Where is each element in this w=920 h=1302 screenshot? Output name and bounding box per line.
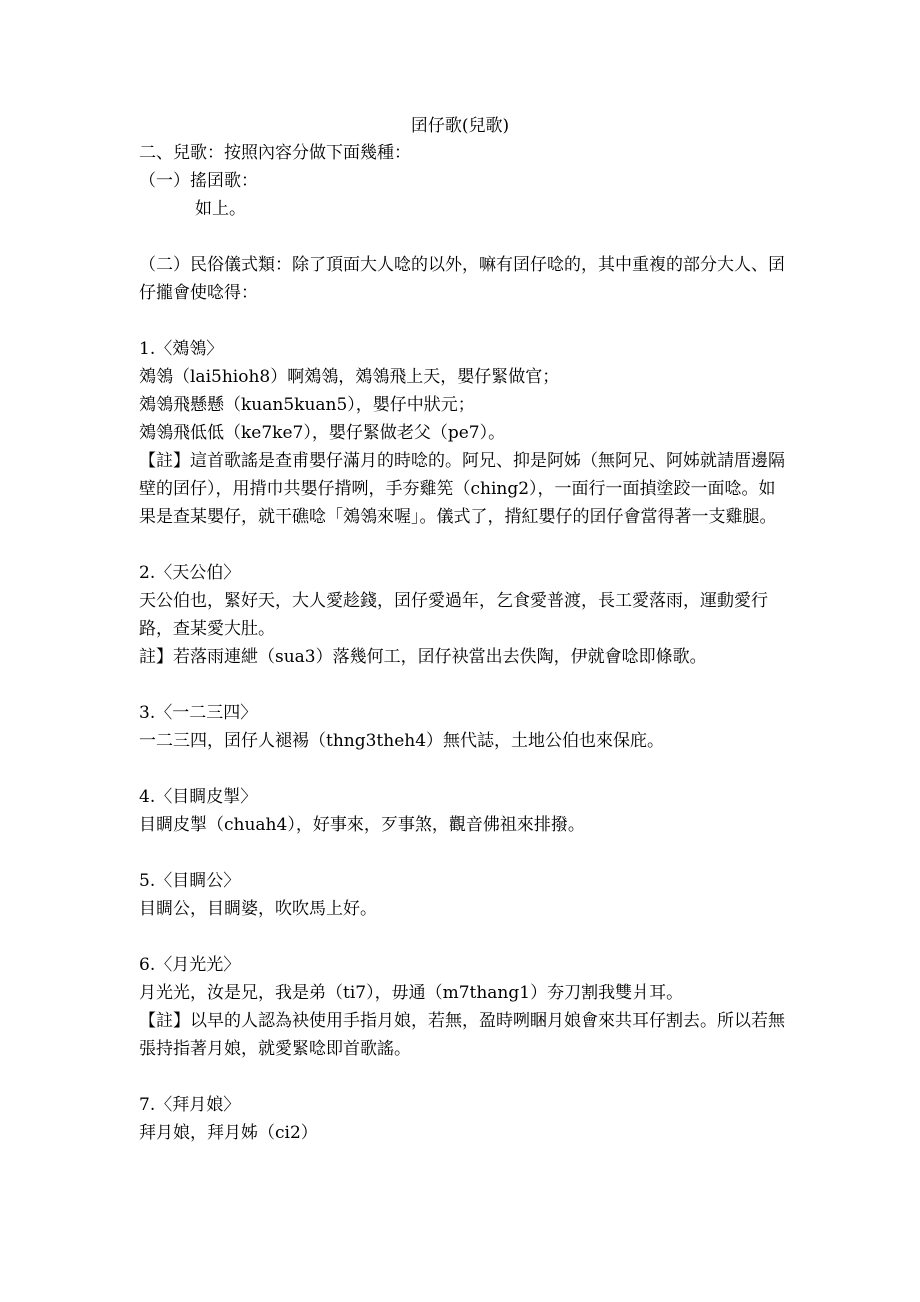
document-body	[139, 139, 785, 1147]
blank-line	[139, 223, 785, 251]
song-line: 月光光，汝是兄，我是弟（ti7），毋通（m7thang1）夯刀割我雙爿耳。	[139, 983, 684, 1003]
section-text: 如上。	[195, 199, 246, 219]
song-line: 目睭皮掣（chuah4），好事來，歹事煞，觀音佛祖來排撥。	[139, 815, 585, 835]
document-title: 囝仔歌(兒歌)	[410, 116, 510, 136]
song-line: 目睭公，目睭婆，吹吹馬上好。	[139, 899, 377, 919]
blank-line	[139, 1063, 785, 1091]
song-note: 【註】以早的人認為袂使用手指月娘，若無，盈時咧睏月娘會來共耳仔割去。所以若無張持指著月娘，就愛緊唸即首歌謠。	[139, 1011, 785, 1059]
song-line: 一二三四，囝仔人褪裼（thng3theh4）無代誌，土地公伯也來保庇。	[139, 731, 665, 751]
song-line: 拜月娘，拜月姊（ci2）	[139, 1123, 318, 1143]
song-title: 1.〈鵁鴒〉	[139, 339, 224, 359]
blank-line	[139, 531, 785, 559]
section-paragraph: （二）民俗儀式類：除了頂面大人唸的以外，嘛有囝仔唸的，其中重複的部分大人、囝仔攏會使唸得：	[139, 255, 785, 303]
song-note: 【註】這首歌謠是查甫嬰仔滿月的時唸的。阿兄、抑是阿姊（無阿兄、阿姊就請厝邊隔壁的囝仔），用揹巾共嬰仔揹咧，手夯雞筅（ching2），一面行一面揁塗跤一面唸。如果是查某嬰仔，就干礁唸「鵁鴒來喔」。儀式了，揹紅嬰仔的囝仔會當得著一支雞腿。	[139, 451, 785, 527]
song-line: 天公伯也，緊好天，大人愛趁錢，囝仔愛過年，乞食愛普渡，長工愛落雨，運動愛行路，查某愛大肚。	[139, 591, 768, 639]
blank-line	[139, 839, 785, 867]
song-note: 註】若落雨連紲（sua3）落幾何工，囝仔袂當出去佚陶，伊就會唸即條歌。	[139, 647, 707, 667]
intro-line: 二、兒歌：按照內容分做下面幾種：	[139, 143, 411, 163]
blank-line	[139, 307, 785, 335]
song-title: 2.〈天公伯〉	[139, 563, 241, 583]
song-line: 鵁鴒飛低低（ke7ke7），嬰仔緊做老父（pe7）。	[139, 423, 506, 443]
song-line: 鵁鴒（lai5hioh8）啊鵁鴒，鵁鴒飛上天，嬰仔緊做官；	[139, 367, 560, 387]
song-line: 鵁鴒飛懸懸（kuan5kuan5），嬰仔中狀元；	[139, 395, 475, 415]
song-title: 6.〈月光光〉	[139, 955, 241, 975]
blank-line	[139, 755, 785, 783]
song-title: 7.〈拜月娘〉	[139, 1095, 241, 1115]
song-title: 3.〈一二三四〉	[139, 703, 258, 723]
song-title: 4.〈目睭皮掣〉	[139, 787, 258, 807]
section-heading: （一）搖囝歌：	[139, 171, 258, 191]
blank-line	[139, 671, 785, 699]
blank-line	[139, 923, 785, 951]
song-title: 5.〈目睭公〉	[139, 871, 241, 891]
